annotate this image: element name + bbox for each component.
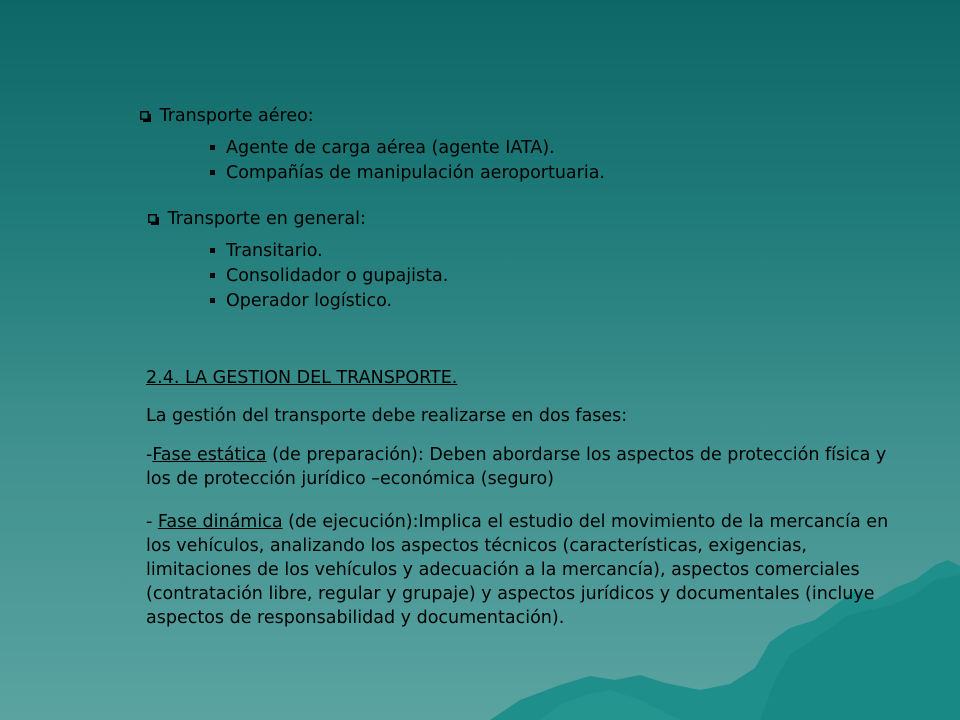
phase-dynamic-term: Fase dinámica	[157, 512, 283, 532]
phase-static-term: Fase estática	[152, 445, 267, 465]
bullet-icon	[210, 162, 226, 184]
square-bullet-icon	[140, 105, 154, 127]
bullet-icon	[210, 240, 226, 262]
list-item: Transitario.	[210, 240, 323, 262]
bullet-icon	[210, 137, 226, 159]
bullet-icon	[210, 265, 226, 287]
bullet-icon	[210, 290, 226, 312]
section-title: 2.4. LA GESTION DEL TRANSPORTE.	[146, 368, 458, 388]
section-heading-general-transport: Transporte en general:	[148, 208, 366, 230]
list-item: Compañías de manipulación aeroportuaria.	[210, 162, 605, 184]
list-item: Agente de carga aérea (agente IATA).	[210, 137, 555, 159]
phase-static-paragraph: -Fase estática (de preparación): Deben abordarse los aspectos de protección física y los de protección jurídico –económica (seguro)	[146, 445, 887, 489]
section-heading-air-transport: Transporte aéreo:	[140, 105, 314, 127]
list-item: Operador logístico.	[210, 290, 392, 312]
list-item: Consolidador o gupajista.	[210, 265, 448, 287]
intro-text: La gestión del transporte debe realizarse en dos fases:	[146, 406, 628, 426]
phase-dynamic-paragraph: - Fase dinámica (de ejecución):Implica el estudio del movimiento de la mercancía en los vehículos, analizando los aspectos técnicos (características, exigencias, limitaciones de los vehículos y adecuación a la mercancía), aspectos comerciales (contratación libre, regular y grupaje) y aspectos jurídicos y documentales (incluye aspectos de responsabilidad y documentación).	[146, 512, 889, 628]
square-bullet-icon	[148, 208, 162, 230]
